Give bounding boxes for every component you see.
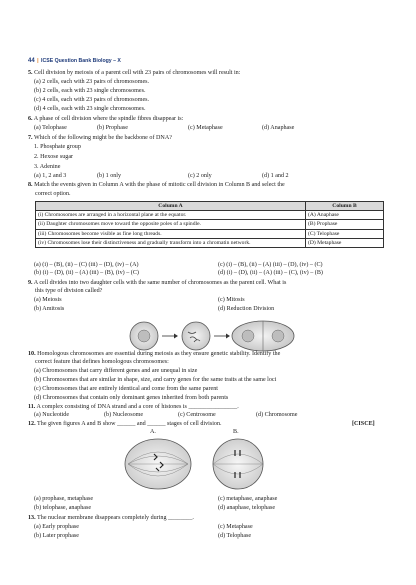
table-cell: (C) Telophase bbox=[306, 229, 384, 238]
option: (b) 2 cells, each with 23 single chromosomes. bbox=[34, 88, 146, 94]
parent-cell-2 bbox=[182, 322, 210, 350]
option: (c) 2 only bbox=[188, 173, 212, 179]
table-row bbox=[36, 238, 384, 247]
option: (c) Metaphase bbox=[188, 125, 223, 131]
table-cell: (D) Metaphase bbox=[306, 238, 384, 247]
figure-a-label: A. bbox=[150, 429, 156, 435]
option: (c) Chromosomes that are entirely identical and come from the same parent bbox=[34, 386, 218, 392]
table-cell: (ii) Daughter chromosomes move toward the opposite poles of a spindle. bbox=[36, 220, 306, 229]
option: (c) Metaphase bbox=[218, 524, 253, 530]
table-row bbox=[36, 220, 384, 229]
option: (d) (i) – (D), (ii) – (A) (iii) – (C), (iv) – (B) bbox=[218, 270, 323, 276]
question-10: 10. Homologous chromosomes are essential during meiosis as they ensure genetic stability. Identify the bbox=[28, 351, 281, 357]
table-cell: (iv) Chromosomes lose their distinctiveness and gradually transform into a chromatin network. bbox=[36, 238, 306, 247]
list-item: 1. Phosphate group bbox=[34, 144, 81, 150]
column-b-header: Column B bbox=[306, 202, 384, 211]
list-item: 3. Adenine bbox=[34, 164, 61, 170]
option: (a) (i) – (B), (ii) – (C) (iii) – (D), (iv) – (A) bbox=[34, 262, 139, 268]
question-10-cont: correct feature that defines homologous chromosomes: bbox=[35, 359, 169, 365]
option: (b) telophase, anaphase bbox=[34, 505, 92, 511]
table-header-row bbox=[36, 202, 384, 211]
question-12: 12. The given figures A and B show ______ and ______ stages of cell division. bbox=[28, 421, 222, 427]
option: (a) Early prophase bbox=[34, 524, 80, 530]
question-9: 9. A cell divides into two daughter cells with the same number of chromosomes as the parent cell. What is bbox=[28, 280, 287, 286]
option: (d) Chromosomes that contain only dominant genes inherited from both parents bbox=[34, 395, 229, 401]
option: (a) 2 cells, each with 23 pairs of chromosomes. bbox=[34, 79, 150, 85]
figure-b-label: B. bbox=[233, 429, 239, 435]
list-item: 2. Hexose sugar bbox=[34, 154, 74, 160]
option: (a) 1, 2 and 3 bbox=[34, 173, 67, 179]
source-tag: [CISCE] bbox=[352, 421, 375, 427]
match-table bbox=[35, 201, 384, 248]
option: (c) metaphase, anaphase bbox=[218, 496, 278, 502]
page-number: 44 bbox=[28, 58, 35, 64]
option: (b) Later prophase bbox=[34, 533, 80, 539]
option: (d) Reduction Division bbox=[218, 306, 275, 312]
option: (d) 1 and 2 bbox=[262, 173, 289, 179]
option: (c) Centrosome bbox=[178, 412, 216, 418]
question-5: 5. Cell division by meiosis of a parent cell with 23 pairs of chromosomes will result in: bbox=[28, 70, 241, 76]
option: (c) Mitosis bbox=[218, 297, 245, 303]
option: (a) Nucleotide bbox=[34, 412, 70, 418]
question-8-cont: correct option. bbox=[35, 191, 71, 197]
cell-division-figure bbox=[128, 318, 298, 354]
table-cell: (A) Anaphase bbox=[306, 211, 384, 220]
option: (b) Amitosis bbox=[34, 306, 65, 312]
figure-b-cell bbox=[213, 439, 263, 489]
column-a-header: Column A bbox=[36, 202, 306, 211]
header-separator: | bbox=[37, 58, 39, 64]
option: (d) anaphase, telophase bbox=[218, 505, 276, 511]
question-8: 8. Match the events given in Column A with the phase of mitotic cell division in Column B and select the bbox=[28, 182, 285, 188]
table-row bbox=[36, 211, 384, 220]
question-9-cont: this type of division called? bbox=[35, 288, 103, 294]
page-header bbox=[28, 58, 121, 64]
option: (a) Meiosis bbox=[34, 297, 62, 303]
option: (c) 4 cells, each with 23 pairs of chromosomes. bbox=[34, 97, 150, 103]
option: (c) (i) – (B), (ii) – (A) (iii) – (D), (iv) – (C) bbox=[218, 262, 323, 268]
option: (b) (i) – (D), (ii) – (A) (iii) – (B), (iv) – (C) bbox=[34, 270, 139, 276]
arrow-head bbox=[174, 334, 178, 339]
option: (d) Chromosome bbox=[256, 412, 298, 418]
dividing-cell bbox=[232, 321, 294, 351]
option: (d) Anaphase bbox=[262, 125, 295, 131]
table-cell: (B) Prophase bbox=[306, 220, 384, 229]
table-row bbox=[36, 229, 384, 238]
option: (b) Chromosomes that are similar in shape, size, and carry genes for the same traits at the same loci bbox=[34, 377, 277, 383]
parent-cell-1 bbox=[130, 322, 158, 350]
question-13: 13. The nuclear membrane disappears completely during ________. bbox=[28, 515, 194, 521]
option: (a) prophase, metaphase bbox=[34, 496, 94, 502]
question-6: 6. A phase of cell division where the spindle fibres disappear is: bbox=[28, 116, 184, 122]
table-cell: (i) Chromosomes are arranged in a horizontal plane at the equator. bbox=[36, 211, 306, 220]
question-7: 7. Which of the following might be the backbone of DNA? bbox=[28, 135, 172, 141]
table-cell: (iii) Chromosomes become visible as fine long threads. bbox=[36, 229, 306, 238]
option: (d) Telophase bbox=[218, 533, 252, 539]
figure-a-cell bbox=[125, 439, 191, 489]
arrow-head bbox=[226, 334, 230, 339]
option: (b) 1 only bbox=[97, 173, 122, 179]
figures-a-b bbox=[120, 436, 290, 492]
option: (b) Prophase bbox=[97, 125, 128, 131]
question-11: 11. A complex consisting of DNA strand and a core of histones is ________________. bbox=[28, 404, 239, 410]
book-title: ICSE Question Bank Biology – X bbox=[41, 58, 121, 64]
option: (a) Telophase bbox=[34, 125, 67, 131]
option: (d) 4 cells, each with 23 single chromosomes. bbox=[34, 106, 146, 112]
option: (b) Nucleosome bbox=[104, 412, 144, 418]
option: (a) Chromosomes that carry different genes and are unequal in size bbox=[34, 368, 198, 374]
